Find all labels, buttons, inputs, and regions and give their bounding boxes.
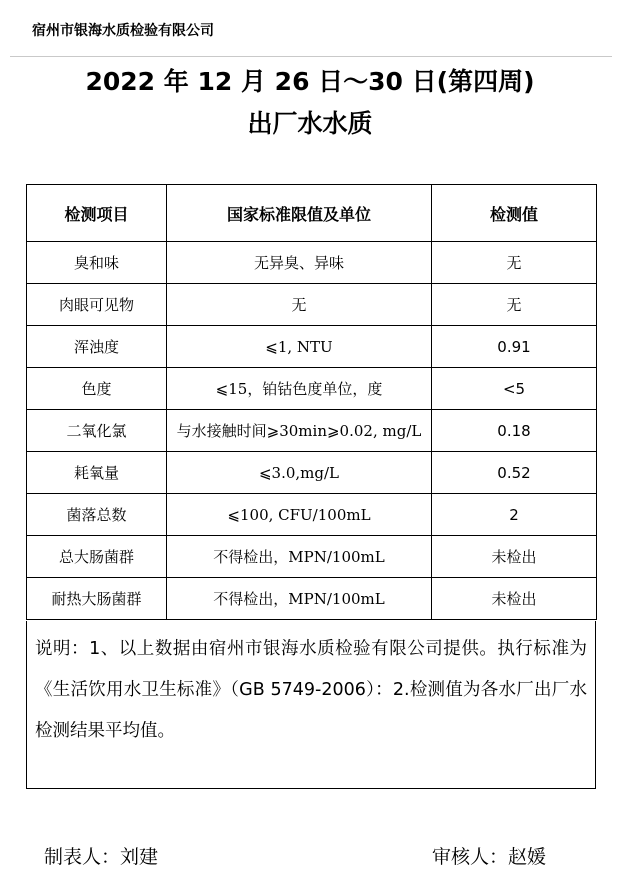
item-cell: 色度 [27,368,167,410]
standard-cell: ⩽100, CFU/100mL [167,494,432,536]
standard-cell: 无异臭、异味 [167,242,432,284]
value-cell: <5 [432,368,597,410]
item-cell: 耐热大肠菌群 [27,578,167,620]
column-header-value: 检测值 [432,185,597,242]
value-cell: 0.52 [432,452,597,494]
value-cell: 2 [432,494,597,536]
value-cell: 无 [432,242,597,284]
standard-cell: 无 [167,284,432,326]
value-cell: 未检出 [432,578,597,620]
water-quality-table [26,184,597,620]
table-header-row [27,185,597,242]
column-header-item: 检测项目 [27,185,167,242]
value-cell: 无 [432,284,597,326]
header-divider [10,56,612,57]
table-row [27,368,597,410]
item-cell: 浑浊度 [27,326,167,368]
standard-cell: ⩽3.0,mg/L [167,452,432,494]
table-row [27,578,597,620]
item-cell: 菌落总数 [27,494,167,536]
table-row [27,284,597,326]
standard-cell: ⩽15，铂钴色度单位，度 [167,368,432,410]
table-row [27,242,597,284]
table-row [27,494,597,536]
value-cell: 0.18 [432,410,597,452]
note-text: 说明：1、以上数据由宿州市银海水质检验有限公司提供。执行标准为《生活饮用水卫生标准》（GB 5749-2006）：2.检测值为各水厂出厂水检测结果平均值。 [35,639,587,741]
prepared-by: 制表人：刘建 [44,846,159,868]
value-cell: 未检出 [432,536,597,578]
reviewed-by: 审核人：赵媛 [432,846,547,868]
item-cell: 总大肠菌群 [27,536,167,578]
item-cell: 臭和味 [27,242,167,284]
note-box [26,621,596,789]
table-row [27,536,597,578]
report-title: 2022 年 12 月 26 日～30 日(第四周) [85,67,535,96]
item-cell: 二氧化氯 [27,410,167,452]
table-row [27,326,597,368]
table-row [27,452,597,494]
standard-cell: 不得检出，MPN/100mL [167,578,432,620]
standard-cell: 与水接触时间⩾30min⩾0.02, mg/L [167,410,432,452]
standard-cell: ⩽1, NTU [167,326,432,368]
item-cell: 肉眼可见物 [27,284,167,326]
company-name: 宿州市银海水质检验有限公司 [32,23,214,39]
report-subtitle: 出厂水水质 [247,109,373,138]
column-header-standard: 国家标准限值及单位 [167,185,432,242]
standard-cell: 不得检出，MPN/100mL [167,536,432,578]
table-row [27,410,597,452]
item-cell: 耗氧量 [27,452,167,494]
value-cell: 0.91 [432,326,597,368]
